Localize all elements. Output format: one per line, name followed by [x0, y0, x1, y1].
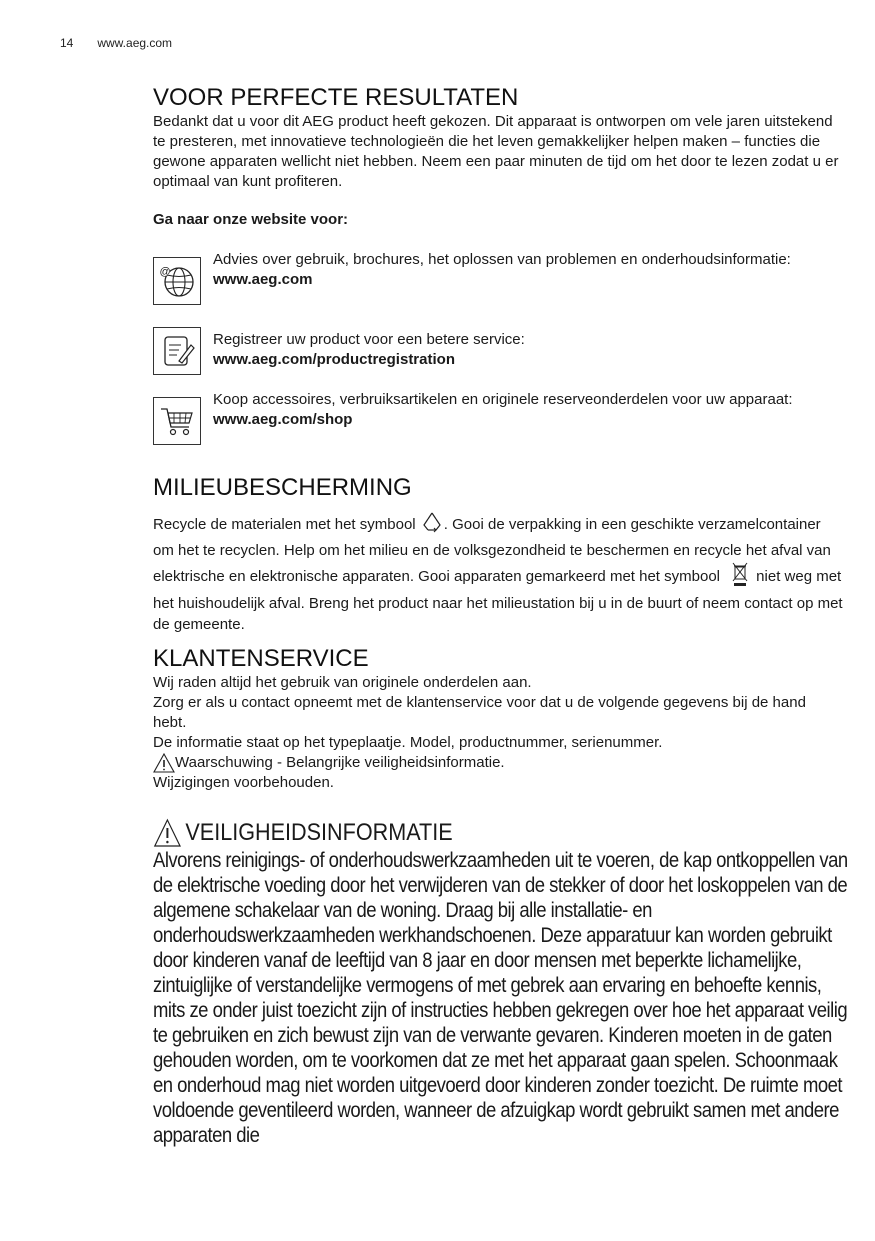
service-warning-text: Waarschuwing - Belangrijke veiligheidsinformatie. — [175, 754, 505, 771]
globe-at-icon — [153, 257, 201, 305]
link-registration-url[interactable]: www.aeg.com/productregistration — [213, 351, 455, 368]
environment-text-3: niet weg met het huishoudelijk afval. Breng het product naar het milieustation bij u in de buurt of neem contact op met de gemeente. — [153, 567, 843, 633]
page-number: 14 — [60, 36, 74, 50]
visit-label-wrap — [153, 210, 843, 230]
service-line-2: Zorg er als u contact opneemt met de klantenservice voor dat u de volgende gegevens bij de hand hebt. — [153, 694, 806, 731]
service-section — [153, 645, 843, 793]
page-header — [60, 36, 172, 50]
safety-warning-icon — [153, 818, 182, 848]
warning-triangle-icon — [153, 753, 175, 773]
environment-text-2: . Gooi de verpakking in een geschikte verzamelcontainer om het te recyclen. Help om het milieu en de volksgezondheid te beschermen en recycle het afval van elektrische en elektronische apparaten. Gooi apparaten gemarkeerd met het symbool — [153, 515, 831, 585]
service-line-1: Wij raden altijd het gebruik van originele onderdelen aan. — [153, 674, 532, 691]
link-row-shop — [153, 390, 843, 445]
intro-text: Bedankt dat u voor dit AEG product heeft gekozen. Dit apparaat is ontworpen om vele jaren uitstekend te presteren, met innovatieve technologieën die het leven gemakkelijker helpen maken – functies die gewone apparaten wellicht niet hebben. Neem een paar minuten de tijd om het door te lezen zodat u er optimaal van kunt profiteren. — [153, 113, 839, 190]
environment-title: MILIEUBESCHERMING — [153, 474, 412, 501]
environment-text-1: Recycle de materialen met het symbool — [153, 515, 416, 533]
link-shop-url[interactable]: www.aeg.com/shop — [213, 411, 353, 428]
weee-bin-icon — [730, 561, 750, 593]
safety-text: Alvorens reinigings- of onderhoudswerkzaamheden uit te voeren, de kap ontkoppellen van de elektrische voeding door het verwijderen van de stekker of door het loskoppelen van de algemene schakelaar van de woning. Draag bij alle installatie- en onderhoudswerkzaamheden werkhandschoenen. Deze apparatuur kan worden gebruikt door kinderen vanaf de leeftijd van 8 jaar en door mensen met beperkte lichamelijke, zintuiglijke of verstandelijke vermogens of met gebrek aan ervaring en behoefte kennis, mits ze onder juist toezicht zijn of instructies hebben gekregen over hoe het apparaat veilig te gebruiken en zich bewust zijn van de verwante gevaren. Kinderen moeten in de gaten gehouden worden, om te voorkomen dat ze met het apparaat gaan spelen. Schoonmaak en onderhoud mag niet worden uitgevoerd door kinderen zonder toezicht. De ruimte moet voldoende geventileerd worden, wanneer de afzuigkap wordt gebruikt samen met andere apparaten die — [153, 848, 848, 1147]
header-site-link[interactable]: www.aeg.com — [97, 36, 173, 50]
recycle-icon — [420, 510, 444, 540]
visit-label: Ga naar onze website voor: — [153, 211, 349, 228]
shopping-cart-icon — [153, 397, 201, 445]
link-shop-text: Koop accessoires, verbruiksartikelen en originele reserveonderdelen voor uw apparaat: — [213, 391, 793, 408]
svg-text:@: @ — [159, 266, 171, 278]
environment-section — [153, 474, 843, 635]
link-support-url[interactable]: www.aeg.com — [213, 271, 313, 288]
link-row-registration — [153, 330, 843, 375]
safety-title-wrap — [153, 818, 453, 848]
intro-section — [153, 84, 843, 192]
intro-title: VOOR PERFECTE RESULTATEN — [153, 84, 519, 111]
service-warning — [153, 753, 843, 773]
safety-title: VEILIGHEIDSINFORMATIE — [185, 819, 453, 846]
link-row-support — [153, 250, 843, 305]
link-registration-text: Registreer uw product voor een betere service: — [213, 331, 525, 348]
service-line-4: Wijzigingen voorbehouden. — [153, 774, 334, 791]
registration-icon — [153, 327, 201, 375]
service-title: KLANTENSERVICE — [153, 645, 369, 672]
service-line-3: De informatie staat op het typeplaatje. Model, productnummer, serienummer. — [153, 734, 663, 751]
link-support-text: Advies over gebruik, brochures, het oplossen van problemen en onderhoudsinformatie: — [213, 251, 791, 268]
environment-text — [153, 510, 843, 635]
